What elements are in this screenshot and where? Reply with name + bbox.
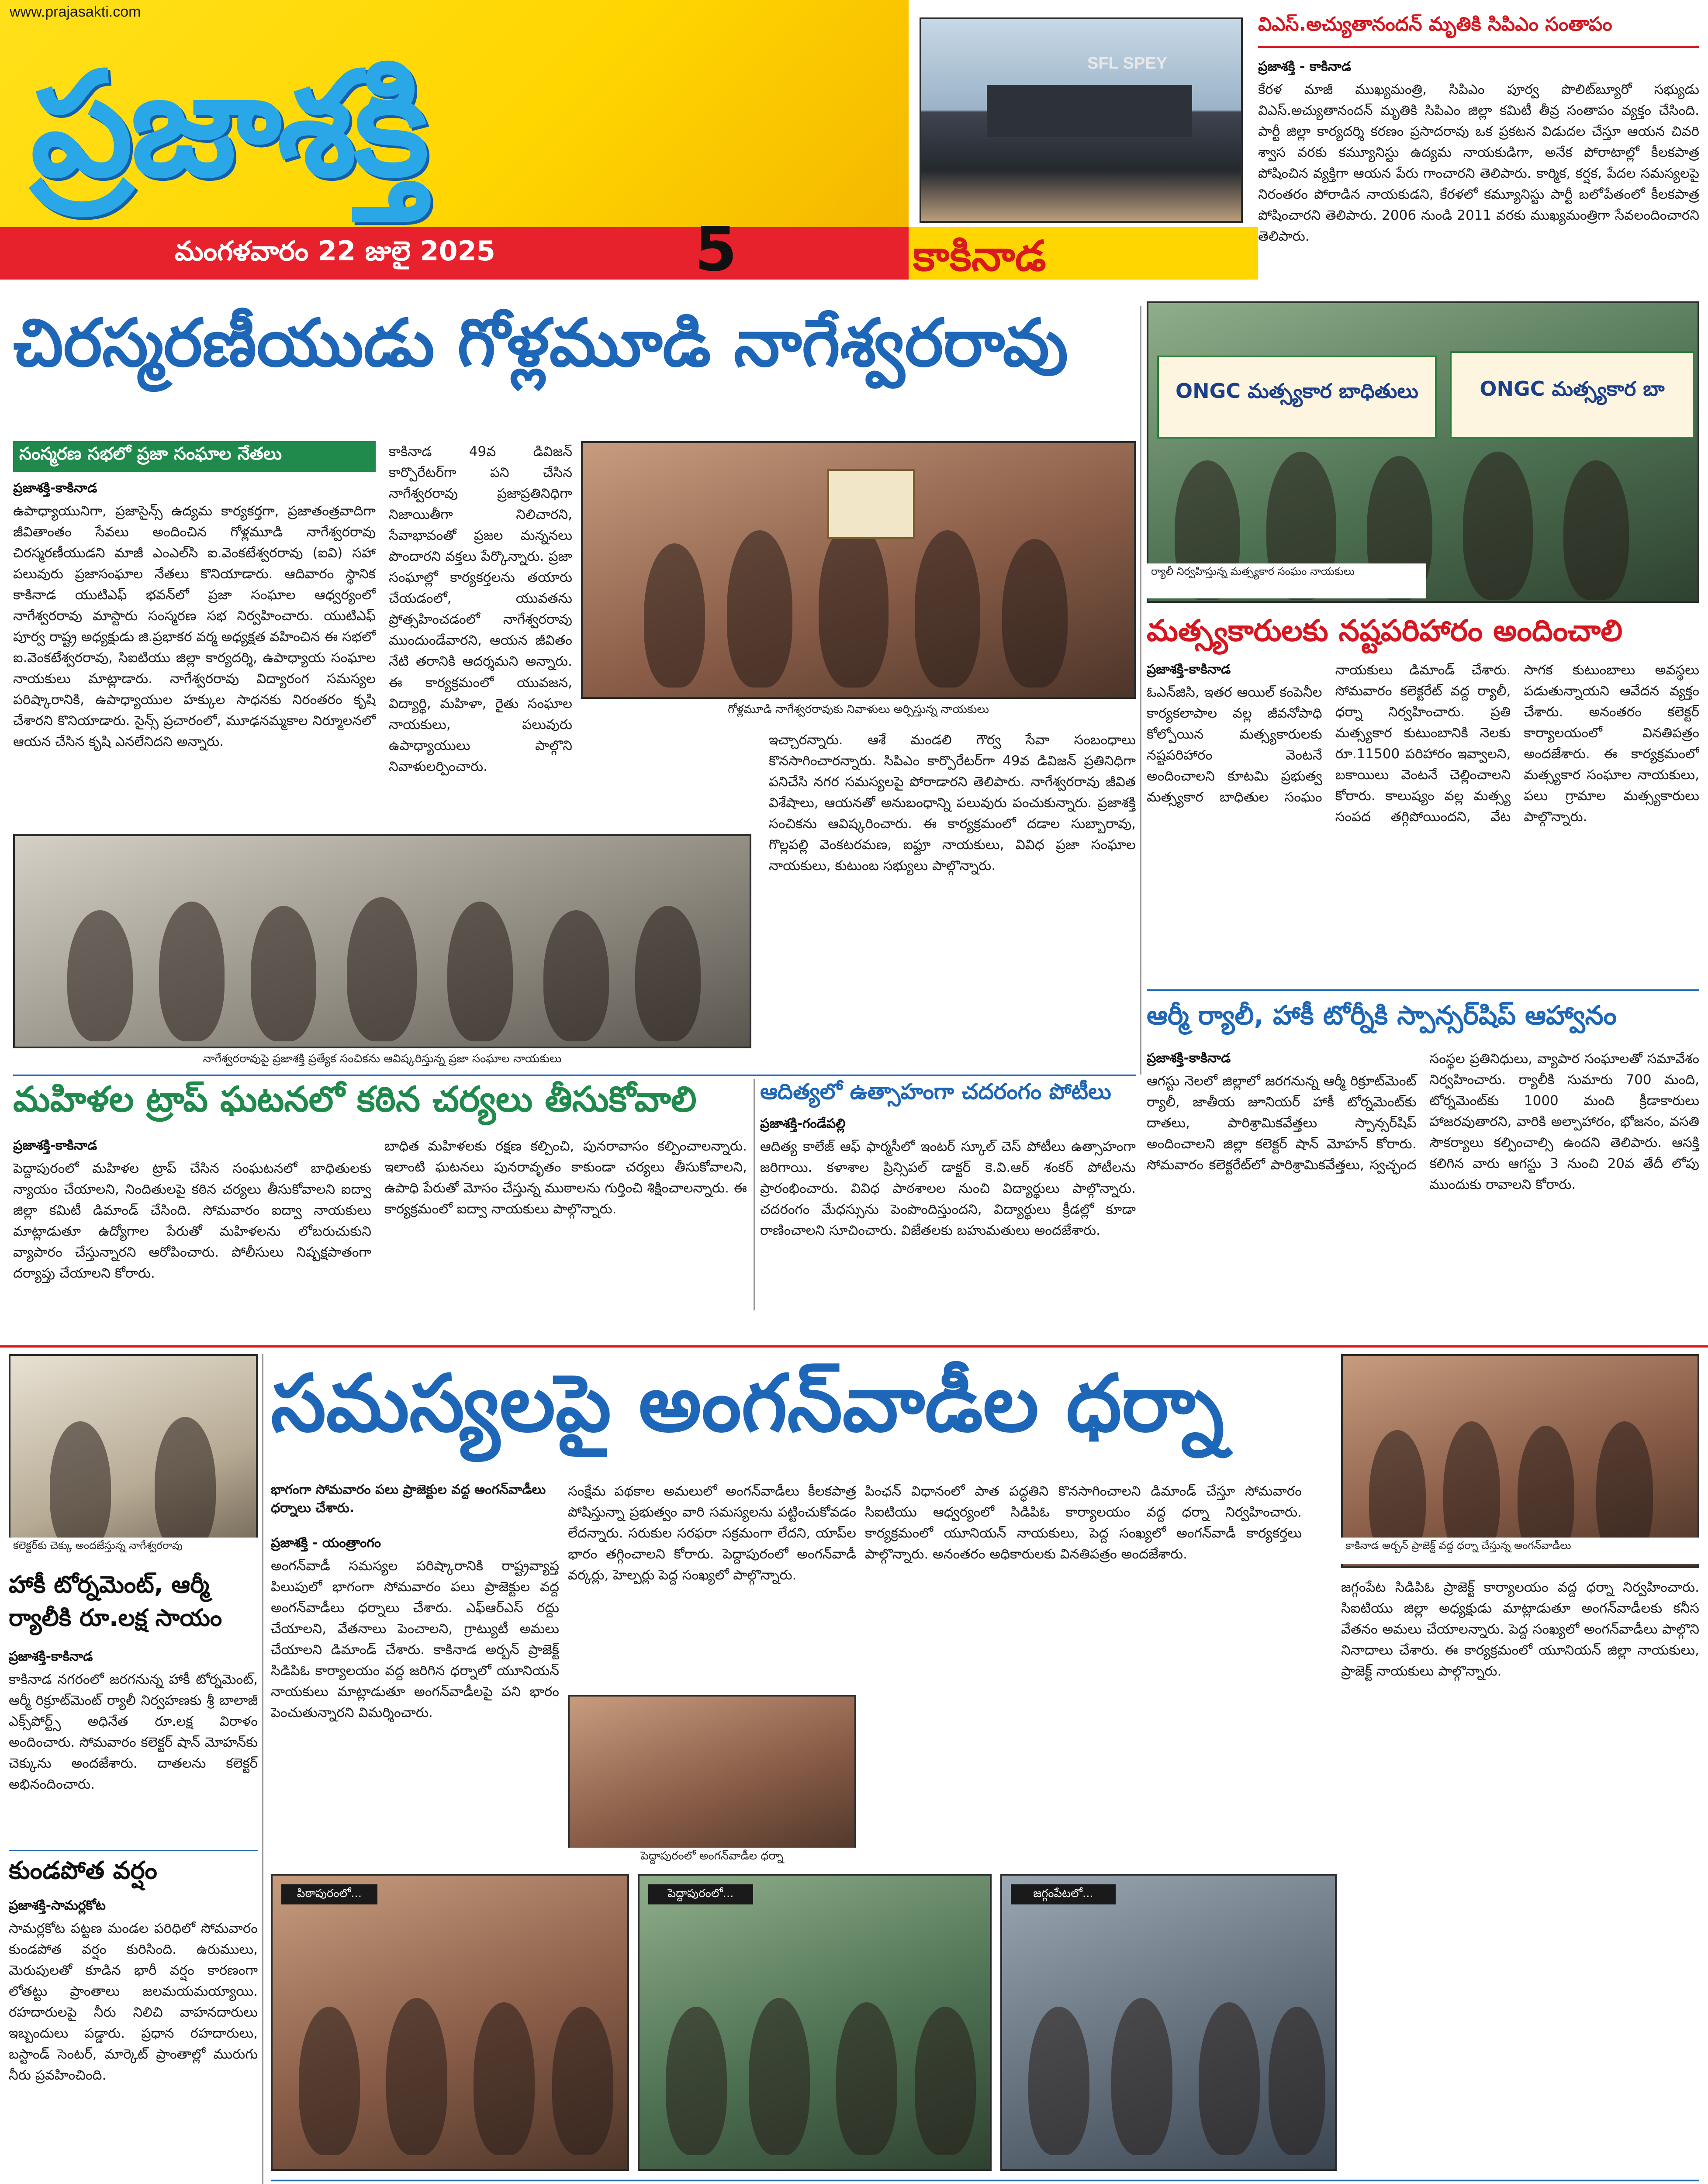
byline: ప్రజాశక్తి-గండేపల్లి bbox=[760, 1116, 846, 1131]
headline-fishermen: మత్స్యకారులకు నష్టపరిహారం అందించాలి bbox=[1147, 614, 1623, 648]
column-divider bbox=[1140, 306, 1141, 1075]
article1-col1 bbox=[13, 478, 376, 832]
label-pithapuram: పిఠాపురంలో... bbox=[281, 1884, 377, 1904]
column-divider bbox=[262, 1354, 263, 2184]
anganwadi-col3: పింఛన్ విధానంలో పాత పద్ధతిని కొనసాగించాలని డిమాండ్ చేస్తూ సోమవారం సిఐటియు ఆధ్వర్యంలో సిడిపిఓ కార్యాలయం వద్ద ధర్నా నిర్వహించారు. కార్యక్రమంలో యూనియన్ నాయకులు, పెద్ద సంఖ్యలో అంగన్‌వాడీ కార్యకర్తలు పాల్గొన్నారు. అనంతరం అధికారులకు వినతిపత్రం అందజేశారు. bbox=[865, 1483, 1302, 1562]
ship-photo bbox=[920, 17, 1243, 223]
anganwadi-col2: సంక్షేమ పథకాల అమలులో అంగన్‌వాడీలు కీలకపాత్ర పోషిస్తున్నా ప్రభుత్వం వారి సమస్యలను పట్టించుకోవడం లేదన్నారు. సరుకుల సరఫరా సక్రమంగా లేదని, యాప్‌ల భారం తగ్గించాలని కోరారు. పెద్దాపురంలో అంగన్‌వాడీ వర్కర్లు, హెల్పర్లు పెద్ద సంఖ్యలో పాల్గొన్నారు. bbox=[568, 1483, 856, 1583]
byline: ప్రజాశక్తి-కాకినాడ bbox=[1147, 1051, 1231, 1066]
portrait-frame bbox=[827, 469, 915, 539]
photo-pithapuram bbox=[271, 1874, 629, 2171]
anganwadi-col4: జగ్గంపేట సిడిపిఓ ప్రాజెక్ట్ కార్యాలయం వద్ద ధర్నా నిర్వహించారు. సిఐటియు జిల్లా అధ్యక్షుడు మాట్లాడుతూ అంగన్‌వాడీలకు కనీస వేతనం అమలు చేయాలన్నారు. పెద్ద సంఖ్యలో అంగన్‌వాడీలు పాల్గొని నినాదాలు చేశారు. ఈ కార్యక్రమంలో యూనియన్ జిల్లా నాయకులు, ప్రాజెక్ట్ నాయకులు పాల్గొన్నారు. bbox=[1341, 1579, 1699, 1679]
headline-hockey-aid: హాకీ టోర్నమెంట్, ఆర్మీ ర్యాలీకి రూ.లక్ష సాయం bbox=[9, 1571, 222, 1631]
edition-name: కాకినాడ bbox=[913, 232, 1046, 280]
article-fishermen bbox=[1147, 660, 1699, 987]
article-body bbox=[1258, 57, 1699, 275]
newspaper-logo: ప్రజాశక్తి bbox=[31, 41, 427, 208]
photo-fishermen-caption: ర్యాలీ నిర్వహిస్తున్న మత్స్యకార సంఘం నాయకులు bbox=[1147, 563, 1426, 598]
headline-chess: ఆదిత్యలో ఉత్సాహంగా చదరంగం పోటీలు bbox=[760, 1079, 1111, 1104]
edition-date: మంగళవారం 22 జులై 2025 bbox=[175, 235, 495, 267]
photo-peddapuram-small-caption: పెద్దాపురంలో అంగన్‌వాడీల ధర్నా bbox=[568, 1848, 856, 1867]
headline-anganwadi: సమస్యలపై అంగన్‌వాడీల ధర్నా bbox=[271, 1358, 1224, 1449]
body-text: పెద్దాపురంలో మహిళల ట్రాప్ చేసిన సంఘటనలో బాధితులకు న్యాయం చేయాలని, నిందితులపై కఠిన చర్యలు తీసుకోవాలని ఐద్వా జిల్లా కమిటీ డిమాండ్ చేసింది. సోమవారం ఐద్వా నాయకులు మాట్లాడుతూ ఉద్యోగాల పేరుతో మహిళలను లోబరుచుకుని వ్యాపారం చేస్తున్నారని ఆరోపించారు. పోలీసులు నిష్పక్షపాతంగా దర్యాప్తు చేయాలని కోరారు. bbox=[13, 1160, 371, 1281]
photo-jaggampeta bbox=[1000, 1874, 1337, 2171]
article-women-col1 bbox=[13, 1136, 371, 1310]
photo-fishermen-rally bbox=[1147, 301, 1699, 603]
article-army-rally bbox=[1147, 1048, 1699, 1310]
banner-left: ONGC మత్స్యకార బాధితులు bbox=[1157, 356, 1437, 439]
photo-cheque-handover bbox=[9, 1354, 258, 1559]
article-chess bbox=[760, 1114, 1136, 1310]
photo-cheque-caption: కలెక్టర్‌కు చెక్కు అందజేస్తున్న నాగేశ్వరరావు bbox=[9, 1538, 258, 1559]
headline-army-rally: ఆర్మీ ర్యాలీ, హాకీ టోర్నీకి స్పాన్సర్‌షిప్ ఆహ్వానం bbox=[1147, 1000, 1617, 1031]
body-text: అంగన్‌వాడీ సమస్యల పరిష్కారానికి రాష్ట్రవ్యాప్త పిలుపులో భాగంగా సోమవారం పలు ప్రాజెక్టుల వద్ద అంగన్‌వాడీలు ధర్నాలు చేశారు. ఎఫ్ఆర్ఎస్ రద్దు చేయాలని, వేతనాలు పెంచాలని, గ్రాట్యుటీ అమలు చేయాలని డిమాండ్ చేశారు. కాకినాడ అర్బన్ ప్రాజెక్ట్ సిడిపిఓ కార్యాలయం వద్ద జరిగిన ధర్నాలో యూనియన్ నాయకులు మాట్లాడుతూ అంగన్‌వాడీలపై పని భారం పెంచుతున్నారని విమర్శించారు. bbox=[271, 1558, 559, 1721]
article-women-col2: బాధిత మహిళలకు రక్షణ కల్పించి, పునరావాసం కల్పించాలన్నారు. ఇలాంటి ఘటనలు పునరావృతం కాకుండా చర్యలు తీసుకోవాలని, ఉపాధి పేరుతో మోసం చేస్తున్న ముఠాలను గుర్తించి శిక్షించాలన్నారు. ఈ కార్యక్రమంలో ఐద్వా నాయకులు పాల్గొన్నారు. bbox=[384, 1138, 747, 1217]
body-text: ఉపాధ్యాయునిగా, ప్రజాసైన్స్ ఉద్యమ కార్యకర్తగా, ప్రజాతంత్రవాదిగా జీవితాంతం సేవలు అందించిన గోళ్లమూడి నాగేశ్వరరావు చిరస్మరణీయుడని మాజీ ఎంఎల్‌సి ఐ.వెంకటేశ్వరరావు (ఐవి) సహా పలువురు ప్రజాసంఘాల నేతలు కొనియాడారు. ఆదివారం స్థానిక కాకినాడ యుటిఎఫ్ భవన్‌లో ప్రజా సంఘాల ఆధ్వర్యంలో నాగేశ్వరరావు మాస్టారు సంస్మరణ సభ నిర్వహించారు. యుటిఎఫ్ పూర్వ రాష్ట్ర అధ్యక్షుడు జి.ప్రభాకర వర్మ అధ్యక్షత వహించిన ఈ సభలో ఐ.వెంకటేశ్వరరావు, సిఐటియు జిల్లా కార్యదర్శి, ఉపాధ్యాయ సంఘాల నాయకులు మాట్లాడారు. నాగేశ్వరరావు విద్యారంగ సమస్యల పరిష్కారానికి, ఉపాధ్యాయుల హక్కుల సాధనకు నిరంతరం కృషి చేశారని కొనియాడారు. సైన్స్ ప్రచారంలో, మూఢనమ్మకాల నిర్మూలనలో ఆయన చేసిన కృషి ఎనలేనిదని అన్నారు. bbox=[13, 503, 376, 750]
label-peddapuram: పెద్దాపురంలో... bbox=[648, 1884, 753, 1904]
divider bbox=[271, 2180, 1699, 2181]
site-url[interactable]: www.prajasakti.com bbox=[10, 3, 141, 20]
byline: ప్రజాశక్తి-కాకినాడ bbox=[9, 1649, 93, 1664]
headline-nageswararao: చిరస్మరణీయుడు గోళ్లమూడి నాగేశ్వరరావు bbox=[13, 305, 1068, 381]
byline: ప్రజాశక్తి - యంత్రాంగం bbox=[271, 1535, 381, 1551]
body-text: సామర్లకోట పట్టణ మండల పరిధిలో సోమవారం కుండపోత వర్షం కురిసింది. ఉరుములు, మెరుపులతో కూడిన భారీ వర్షం కారణంగా లోతట్టు ప్రాంతాలు జలమయమయ్యాయి. రహదారులపై నీరు నిలిచి వాహనదారులు ఇబ్బందులు పడ్డారు. ప్రధాన రహదారులు, బస్టాండ్ సెంటర్, మార్కెట్ ప్రాంతాల్లో మురుగు నీరు ప్రవహించింది. bbox=[9, 1920, 258, 2083]
article1-col3: ఇచ్చారన్నారు. ఆశే మండలి గౌర్వ సేవా సంబంధాలు కొనసాగించారన్నారు. సిపిఎం కార్పొరేటర్‌గా 49వ డివిజన్ ప్రతినిధిగా పనిచేసి నగర సమస్యలపై పోరాడారని తెలిపారు. నాగేశ్వరరావు జీవిత విశేషాలు, ఆయనతో అనుబంధాన్ని పలువురు పంచుకున్నారు. ప్రజాశక్తి సంచికను ఆవిష్కరించారు. ఈ కార్యక్రమంలో దడాల సుబ్బారావు, గొల్లపల్లి వెంకటరమణ, ఐఫ్టూ నాయకులు, వివిధ ప్రజా సంఘాల నాయకులు, కుటుంబ సభ్యులు పాల్గొన్నారు. bbox=[769, 732, 1136, 874]
body-text: కేరళ మాజీ ముఖ్యమంత్రి, సిపిఎం పూర్వ పొలిట్‌బ్యూరో సభ్యుడు విఎస్.అచ్యుతానందన్ మృతికి సిపిఎం జిల్లా కమిటీ తీవ్ర సంతాపం వ్యక్తం చేసింది. పార్టీ జిల్లా కార్యదర్శి కరణం ప్రసాదరావు ఒక ప్రకటన విడుదల చేస్తూ ఆయన చివరి శ్వాస వరకు కమ్యూనిస్టు ఉద్యమ నాయకుడిగా, అనేక పోరాటాల్లో కీలకపాత్ర పోషించిన వ్యక్తిగా ఆయన పేరు గాంచారని తెలిపారు. కార్మిక, కర్షక, పేదల సమస్యలపై నిరంతరం పోరాడిన నాయకుడని, కేరళలో కమ్యూనిస్టు పార్టీ బలోపేతంలో కీలకపాత్ర పోషించారని తెలిపారు. 2006 నుండి 2011 వరకు ముఖ్యమంత్రిగా సేవలందించారని తెలిపారు. bbox=[1258, 81, 1699, 244]
photo-anganwadi-main bbox=[1341, 1354, 1699, 1568]
label-jaggampeta: జగ్గంపేటలో... bbox=[1011, 1884, 1116, 1904]
photo-peddapuram-small bbox=[568, 1695, 856, 1861]
masthead bbox=[0, 0, 909, 280]
article-achuthanandan bbox=[1258, 13, 1699, 275]
photo-anganwadi-main-caption: కాకినాడ అర్బన్ ప్రాజెక్ట్ వద్ద ధర్నా చేస్తున్న అంగన్‌వాడీలు bbox=[1341, 1538, 1699, 1564]
byline: ప్రజాశక్తి-కాకినాడ bbox=[13, 1138, 97, 1153]
article-rain bbox=[9, 1896, 258, 2184]
article1-col2: కాకినాడ 49వ డివిజన్ కార్పొరేటర్‌గా పని చేసిన నాగేశ్వరరావు ప్రజాప్రతినిధిగా నిజాయితీగా నిలిచారని, సేవాభావంతో ప్రజల మన్ననలు పొందారని వక్తలు పేర్కొన్నారు. ప్రజా సంఘాల్లో కార్యకర్తలను తయారు చేయడంలో, యువతను ప్రోత్సహించడంలో నాగేశ్వరరావు ముందుండేవారని, ఆయన జీవితం నేటి తరానికి ఆదర్శమని అన్నారు. ఈ కార్యక్రమంలో యువజన, విద్యార్థి, మహిళా, రైతు సంఘాల నాయకులు, పలువురు ఉపాధ్యాయులు పాల్గొని నివాళులర్పించారు. bbox=[389, 444, 572, 774]
photo-peddapuram bbox=[638, 1874, 992, 2171]
byline: ప్రజాశక్తి - కాకినాడ bbox=[1258, 59, 1352, 74]
photo-book-release-caption: నాగేశ్వరరావుపై ప్రజాశక్తి ప్రత్యేక సంచికను ఆవిష్కరిస్తున్న ప్రజా సంఘాల నాయకులు bbox=[13, 1051, 751, 1071]
body-text: ఆదిత్య కాలేజ్ ఆఫ్ ఫార్మసీలో ఇంటర్ స్కూల్ చెస్ పోటీలు ఉత్సాహంగా జరిగాయి. కళాశాల ప్రిన్సిపల్ డాక్టర్ కె.వి.ఆర్ శంకర్ పోటీలను ప్రారంభించారు. వివిధ పాఠశాలల నుంచి విద్యార్థులు పాల్గొన్నారు. చదరంగం మేధస్సును పెంపొందిస్తుందని, విద్యార్థులు క్రీడల్లో కూడా రాణించాలని సూచించారు. విజేతలకు బహుమతులు అందజేశారు. bbox=[760, 1138, 1136, 1238]
anganwadi-col1 bbox=[271, 1533, 559, 1865]
divider bbox=[13, 1075, 1136, 1076]
column-divider bbox=[754, 1079, 755, 1310]
article-hockey-aid bbox=[9, 1647, 258, 1848]
ship-hull bbox=[987, 85, 1192, 137]
headline: విఎస్.అచ్యుతానందన్ మృతికి సిపిఎం సంతాపం bbox=[1258, 13, 1699, 48]
ship-name: SFL SPEY bbox=[1087, 54, 1168, 73]
headline-rain: కుండపోత వర్షం bbox=[9, 1856, 157, 1885]
subhead: సంస్మరణ సభలో ప్రజా సంఘాల నేతలు bbox=[13, 441, 376, 472]
byline: ప్రజాశక్తి-కాకినాడ bbox=[13, 480, 97, 496]
body-text: కాకినాడ నగరంలో జరగనున్న హాకీ టోర్నమెంట్, ఆర్మీ రిక్రూట్‌మెంట్ ర్యాలీ నిర్వహణకు శ్రీ బాలాజీ ఎక్స్‌పోర్ట్స్ అధినేత రూ.లక్ష విరాళం అందించారు. సోమవారం కలెక్టర్ షాన్ మోహన్‌కు చెక్కును అందజేశారు. దాతలను కలెక్టర్ అభినందించారు. bbox=[9, 1671, 258, 1792]
photo-tribute-caption: గోళ్లమూడి నాగేశ్వరరావుకు నివాళులు అర్పిస్తున్న నాయకులు bbox=[581, 701, 1136, 723]
body-text: ఓఎన్‌జిసి, ఇతర ఆయిల్ కంపెనీల కార్యకలాపాల వల్ల జీవనోపాధి కోల్పోయిన మత్స్యకారులకు నష్టపరిహారం వెంటనే అందించాలని కూటమి ప్రభుత్వ మత్స్యకార బాధితుల సంఘం నాయకులు డిమాండ్ చేశారు. సోమవారం కలెక్టరేట్ వద్ద ర్యాలీ, ధర్నా నిర్వహించారు. ప్రతి మత్స్యకార కుటుంబానికి నెలకు రూ.11500 పరిహారం ఇవ్వాలని, బకాయిలు వెంటనే చెల్లించాలని కోరారు. కాలుష్యం వల్ల మత్స్య సంపద తగ్గిపోయిందని, వేట సాగక కుటుంబాలు అవస్థలు పడుతున్నాయని ఆవేదన వ్యక్తం చేశారు. అనంతరం కలెక్టర్ కార్యాలయంలో వినతిపత్రం అందజేశారు. ఈ కార్యక్రమంలో మత్స్యకార సంఘాల నాయకులు, పలు గ్రామాల మత్స్యకారులు పాల్గొన్నారు. bbox=[1147, 662, 1699, 825]
photo-book-release bbox=[13, 834, 751, 1048]
body-text: ఆగస్టు నెలలో జిల్లాలో జరగనున్న ఆర్మీ రిక్రూట్‌మెంట్ ర్యాలీ, జాతీయ జూనియర్ హాకీ టోర్నమెంట్‌కు దాతలు, పారిశ్రామికవేత్తలు స్పాన్సర్‌షిప్ అందించాలని జిల్లా కలెక్టర్ షాన్ మోహన్ కోరారు. సోమవారం కలెక్టరేట్‌లో పారిశ్రామికవేత్తలు, స్వచ్ఛంద సంస్థల ప్రతినిధులు, వ్యాపార సంఘాలతో సమావేశం నిర్వహించారు. ర్యాలీకి సుమారు 700 మంది, టోర్నమెంట్‌కు 1000 మంది క్రీడాకారులు హాజరవుతారని, వారికి అల్పాహారం, భోజనం, వసతి సౌకర్యాలు కల్పించాల్సి ఉందని తెలిపారు. ఆసక్తి కలిగిన వారు ఆగస్టు 3 నుంచి 20వ తేదీ లోపు ముందుకు రావాలని కోరారు. bbox=[1147, 1051, 1699, 1193]
byline: ప్రజాశక్తి-కాకినాడ bbox=[1147, 662, 1231, 677]
banner-right: ONGC మత్స్యకార బా bbox=[1450, 351, 1694, 439]
photo-tribute bbox=[581, 441, 1136, 699]
divider bbox=[1147, 989, 1699, 991]
headline-women-trap: మహిళల ట్రాప్ ఘటనలో కఠిన చర్యలు తీసుకోవాలి bbox=[13, 1079, 697, 1120]
byline: ప్రజాశక్తి-సామర్లకోట bbox=[9, 1898, 106, 1913]
kicker: భాగంగా సోమవారం పలు ప్రాజెక్టుల వద్ద అంగన్‌వాడీలు ధర్నాలు చేశారు. bbox=[271, 1482, 546, 1516]
divider bbox=[9, 1850, 258, 1851]
section-divider bbox=[0, 1345, 1708, 1348]
page-number: 5 bbox=[695, 214, 737, 280]
